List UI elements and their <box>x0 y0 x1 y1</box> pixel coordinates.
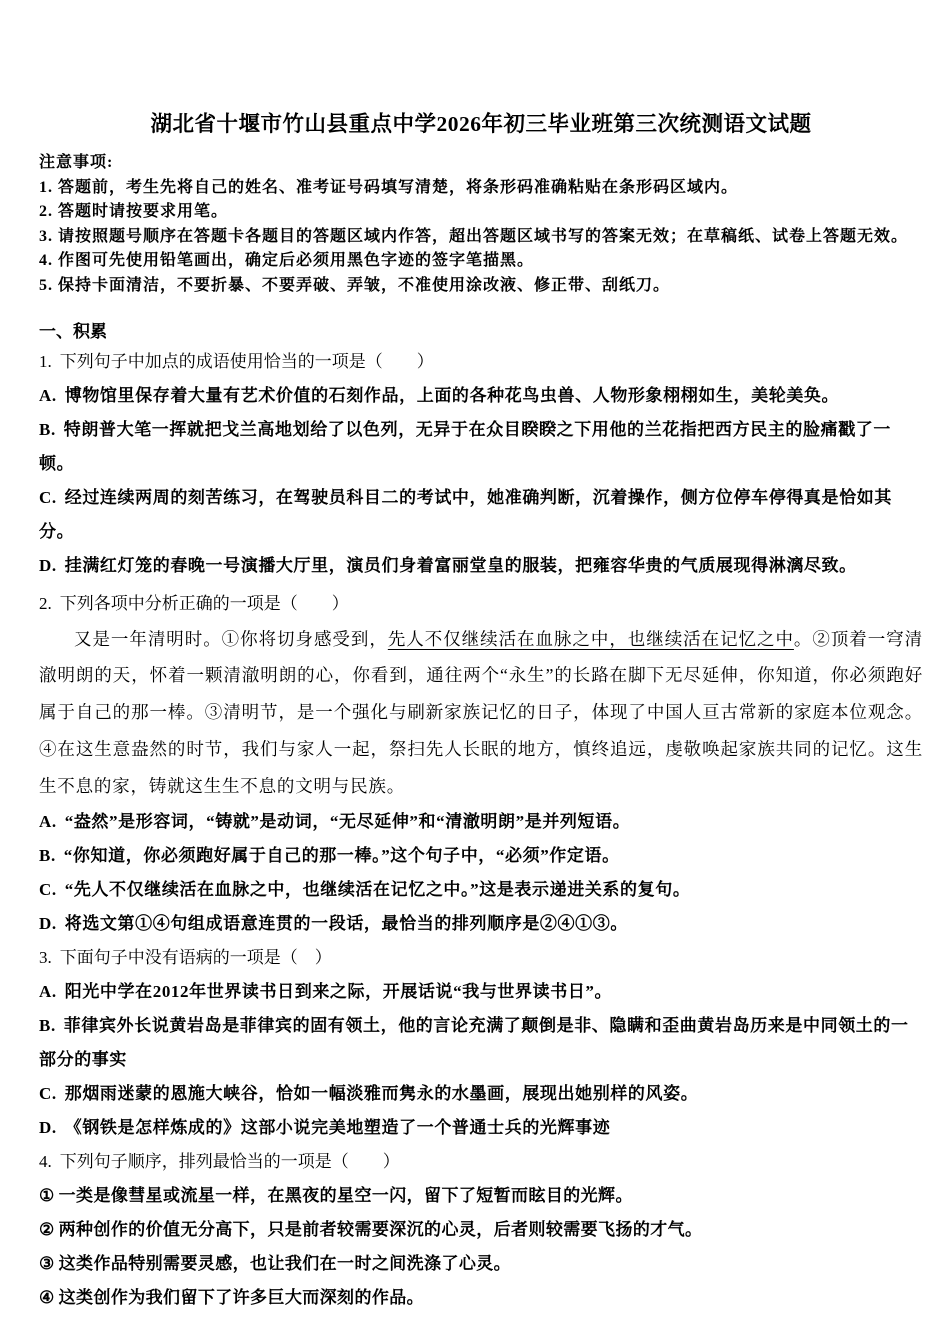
passage-underlined-segment: 先人不仅继续活在血脉之中，也继续活在记忆之中 <box>387 628 794 649</box>
circled-number-label: ① <box>39 1185 55 1205</box>
question-1-option-d <box>39 549 923 583</box>
question-4 <box>39 1145 923 1315</box>
sentence-text: 这类创作为我们留下了许多巨大而深刻的作品。 <box>58 1287 425 1307</box>
option-label: D. <box>39 913 57 933</box>
question-3-stem <box>39 941 923 975</box>
option-text: “你知道，你必须跑好属于自己的那一棒。”这个句子中，“必须”作定语。 <box>63 845 620 865</box>
notice-item-4: 4. 作图可先使用铅笔画出，确定后必须用黑色字迹的签字笔描黑。 <box>39 252 535 270</box>
question-1-option-c <box>39 481 923 549</box>
question-2 <box>39 587 923 941</box>
question-4-stem <box>39 1145 923 1179</box>
notice-heading: 注意事项: <box>39 154 114 171</box>
option-text: 菲律宾外长说黄岩岛是菲律宾的固有领土，他的言论充满了颠倒是非、隐瞒和歪曲黄岩岛历来是中同领土的一部分的事实 <box>39 1015 909 1069</box>
question-2-option-c <box>39 873 923 907</box>
question-1-stem <box>39 345 923 379</box>
notice-section <box>39 151 923 299</box>
sentence-text: 这类作品特别需要灵感，也让我们在一时之间洗涤了心灵。 <box>58 1253 512 1273</box>
question-4-sentence-2 <box>39 1213 923 1247</box>
question-4-number: 4. <box>39 1151 52 1171</box>
question-1 <box>39 345 923 583</box>
option-label: C. <box>39 487 57 507</box>
question-3-option-a <box>39 975 923 1009</box>
question-2-option-d <box>39 907 923 941</box>
option-label: B. <box>39 1015 56 1035</box>
question-1-option-a <box>39 379 923 413</box>
option-text: 特朗普大笔一挥就把戈兰高地划给了以色列，无异于在众目睽睽之下用他的兰花指把西方民主的脸痛戳了一顿。 <box>39 419 891 473</box>
option-text: 阳光中学在2012年世界读书日到来之际，开展话说“我与世界读书日”。 <box>64 981 613 1001</box>
question-3-option-b <box>39 1009 923 1077</box>
question-1-number: 1. <box>39 351 52 371</box>
circled-number-label: ② <box>39 1219 55 1239</box>
question-2-passage <box>39 621 923 805</box>
question-2-option-b <box>39 839 923 873</box>
question-2-option-a <box>39 805 923 839</box>
question-1-stem-text: 下列句子中加点的成语使用恰当的一项是（ ） <box>59 351 434 371</box>
option-label: D. <box>39 555 57 575</box>
exam-paper <box>39 0 923 1315</box>
question-3-number: 3. <box>39 947 52 967</box>
circled-number-label: ④ <box>39 1287 55 1307</box>
option-text: 挂满红灯笼的春晚一号演播大厅里，演员们身着富丽堂皇的服装，把雍容华贵的气质展现得淋漓尽致。 <box>64 555 857 575</box>
question-4-sentence-1 <box>39 1179 923 1213</box>
question-3-option-c <box>39 1077 923 1111</box>
notice-item-1: 1. 答题前，考生先将自己的姓名、准考证号码填写清楚，将条形码准确粘贴在条形码区域内。 <box>39 178 739 196</box>
sentence-text: 两种创作的价值无分高下，只是前者较需要深沉的心灵，后者则较需要飞扬的才气。 <box>58 1219 703 1239</box>
notice-item-3: 3. 请按照题号顺序在答题卡各题目的答题区域内作答，超出答题区域书写的答案无效；在草稿纸、试卷上答题无效。 <box>39 227 909 245</box>
option-label: A. <box>39 811 57 831</box>
option-label: B. <box>39 419 56 439</box>
notice-item-5: 5. 保持卡面清洁，不要折暴、不要弄破、弄皱，不准使用涂改液、修正带、刮纸刀。 <box>39 276 671 294</box>
option-text: 将选文第①④句组成语意连贯的一段话，最恰当的排列顺序是②④①③。 <box>64 913 628 933</box>
option-text: “先人不仅继续活在血脉之中，也继续活在记忆之中。”这是表示递进关系的复句。 <box>64 879 691 899</box>
page-title: 湖北省十堰市竹山县重点中学2026年初三毕业班第三次统测语文试题 <box>150 112 812 136</box>
notice-item-2: 2. 答题时请按要求用笔。 <box>39 203 229 221</box>
option-label: C. <box>39 879 57 899</box>
question-4-sentence-3 <box>39 1247 923 1281</box>
question-4-stem-text: 下列句子顺序，排列最恰当的一项是（ ） <box>59 1151 400 1171</box>
question-2-number: 2. <box>39 593 52 613</box>
option-text: 博物馆里保存着大量有艺术价值的石刻作品，上面的各种花鸟虫兽、人物形象栩栩如生，美轮美奂。 <box>64 385 840 405</box>
option-text: 经过连续两周的刻苦练习，在驾驶员科目二的考试中，她准确判断，沉着操作，侧方位停车停得真是恰如其分。 <box>39 487 892 541</box>
sentence-text: 一类是像彗星或流星一样，在黑夜的星空一闪，留下了短暂而眩目的光辉。 <box>58 1185 633 1205</box>
question-2-stem <box>39 587 923 621</box>
section-heading-accumulation: 一、积累 <box>39 321 107 341</box>
circled-number-label: ③ <box>39 1253 55 1273</box>
question-2-stem-text: 下列各项中分析正确的一项是（ ） <box>59 593 349 613</box>
passage-segment: 又是一年清明时。①你将切身感受到， <box>74 628 388 649</box>
option-text: 《钢铁是怎样炼成的》这部小说完美地塑造了一个普通士兵的光辉事迹 <box>64 1117 611 1137</box>
option-label: B. <box>39 845 56 865</box>
question-3-option-d <box>39 1111 923 1145</box>
option-text: 那烟雨迷蒙的恩施大峡谷，恰如一幅淡雅而隽永的水墨画，展现出她别样的风姿。 <box>64 1083 699 1103</box>
passage-segment: 。②顶着一穹清澈明朗的天，怀着一颗清澈明朗的心，你看到，通往两个“永生”的长路在脚下无尽延伸，你知道，你必须跑好属于自己的那一棒。③清明节，是一个强化与刷新家族记忆的日子，体现了中国人亘古常新的家庭本位观念。④在这生意盎然的时节，我们与家人一起，祭扫先人长眠的地方，慎终追远，虔敬唤起家族共同的记忆。这生生不息的家，铸就这生生不息的文明与民族。 <box>39 628 923 796</box>
question-3 <box>39 941 923 1145</box>
option-label: A. <box>39 385 57 405</box>
option-label: D. <box>39 1117 57 1137</box>
option-text: “盎然”是形容词，“铸就”是动词，“无尽延伸”和“清澈明朗”是并列短语。 <box>64 811 631 831</box>
question-1-option-b <box>39 413 923 481</box>
option-label: A. <box>39 981 57 1001</box>
question-3-stem-text: 下面句子中没有语病的一项是（ ） <box>59 947 332 967</box>
question-4-sentence-4 <box>39 1281 923 1315</box>
option-label: C. <box>39 1083 57 1103</box>
